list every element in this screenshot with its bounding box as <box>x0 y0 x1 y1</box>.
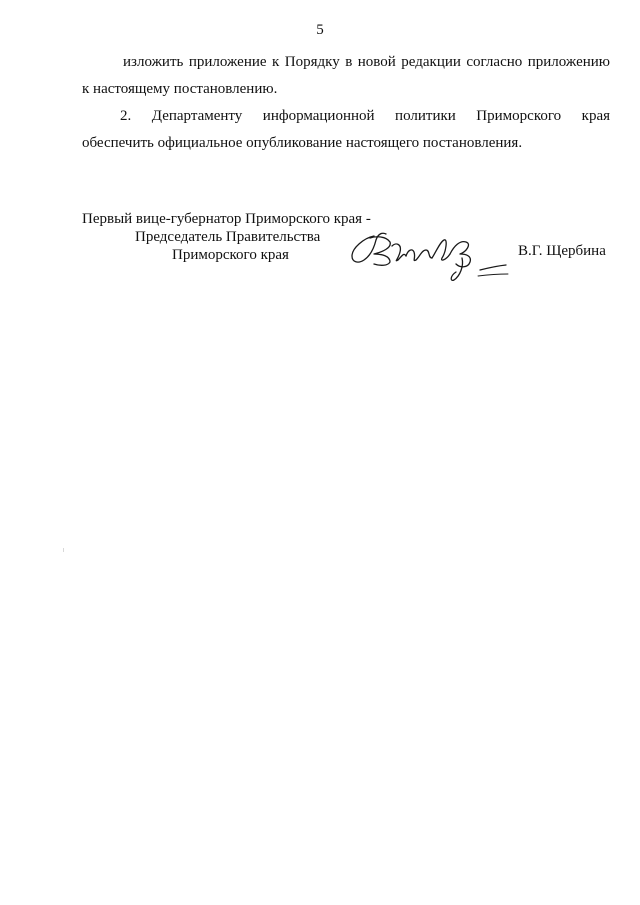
signer-title-line-3: Приморского края <box>172 247 289 263</box>
paragraph-2-line-2: обеспечить официальное опубликование настоящего постановления. <box>82 135 523 151</box>
handwritten-signature <box>346 222 516 288</box>
signer-name: В.Г. Щербина <box>518 243 606 259</box>
paragraph-1-line-1: изложить приложение к Порядку в новой редакции согласно приложению <box>123 54 610 70</box>
paragraph-1-line-2: к настоящему постановлению. <box>82 81 278 97</box>
paragraph-2-line-1: 2. Департаменту информационной политики Приморского края <box>120 108 610 124</box>
scan-artifact <box>63 548 64 552</box>
signer-title-line-1: Первый вице-губернатор Приморского края - <box>82 211 371 227</box>
page-number: 5 <box>316 22 324 38</box>
signer-title-line-2: Председатель Правительства <box>135 229 321 245</box>
